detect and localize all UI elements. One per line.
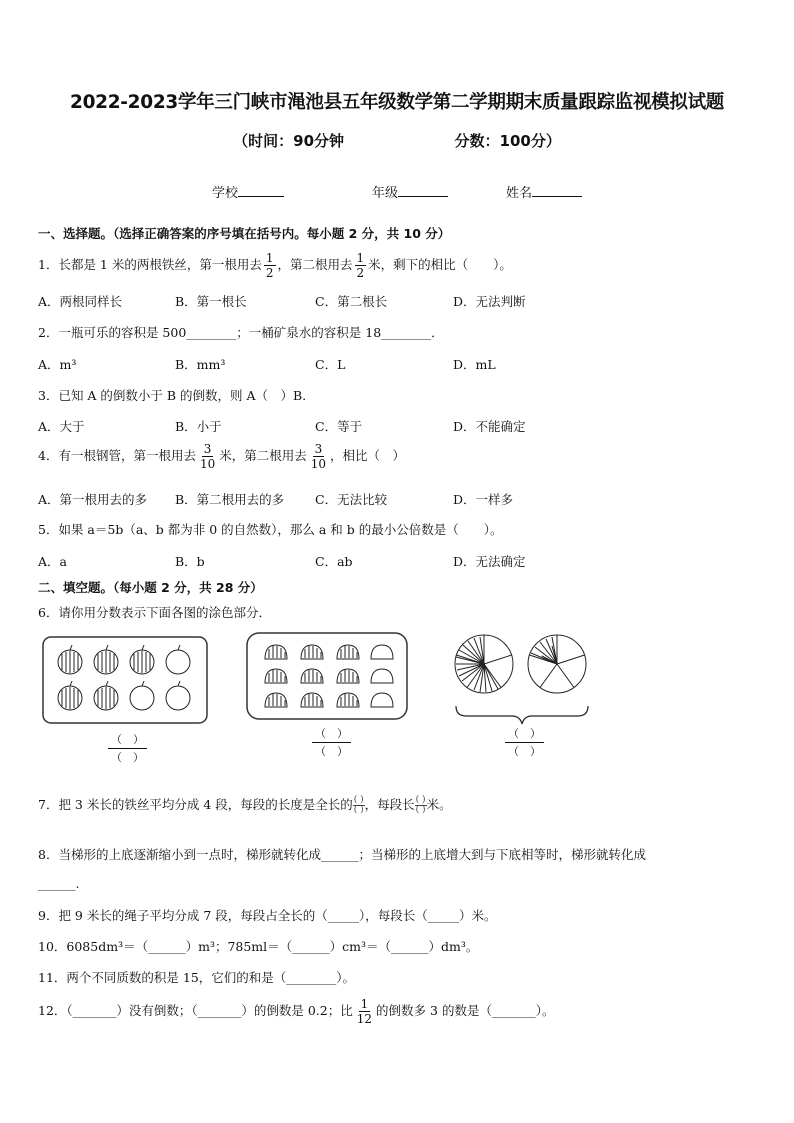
question-8-line-1: 8．当梯形的上底逐渐缩小到一点时，梯形就转化成______；当梯形的上底增大到与下底相等时，梯形就转化成 [38, 847, 646, 862]
q4-option-b: B．第二根用去的多 [175, 492, 285, 507]
q2-option-a: A．m³ [38, 357, 77, 372]
question-12 [38, 998, 554, 1025]
apple-icon [166, 681, 190, 710]
apple-icon [58, 645, 82, 674]
peach-icon [265, 669, 287, 683]
name-blank [532, 182, 582, 197]
q4-fraction-2: $\frac{3}{10}$ [310, 442, 327, 471]
q1-option-a: A．两根同样长 [38, 294, 123, 309]
q5-option-a: A．a [38, 554, 67, 569]
peach-icon [301, 669, 323, 683]
pie-icon [455, 635, 513, 693]
school-label: 学校 [212, 186, 239, 201]
apple-icon [166, 645, 190, 674]
q1-option-c: C．第二根长 [315, 294, 388, 309]
page-title: 2022-2023学年三门峡市渑池县五年级数学第二学期期末质量跟踪监视模拟试题 [70, 92, 724, 113]
q4-option-d: D．一样多 [453, 492, 514, 507]
q7-text-c: 米。 [426, 797, 452, 812]
grade-field [372, 182, 448, 201]
fig3-answer-fraction: （ ） （ ） [505, 728, 544, 758]
peaches-figure [246, 632, 408, 720]
peach-icon [265, 693, 287, 707]
peach-icon [301, 645, 323, 659]
q12-text-a: 12．（_______）没有倒数；（_______）的倒数是 0.2；比 [38, 1003, 353, 1018]
question-2: 2．一瓶可乐的容积是 500________；一桶矿泉水的容积是 18________． [38, 325, 444, 340]
fig1-answer-fraction: （ ） （ ） [108, 734, 147, 764]
q3-option-a: A．大于 [38, 419, 85, 434]
grade-label: 年级 [372, 186, 399, 201]
q1-fraction-1: $\frac{1}{2}$ [265, 251, 274, 280]
q3-option-c: C．等于 [315, 419, 363, 434]
school-field [212, 182, 284, 201]
peach-icon [301, 693, 323, 707]
apple-icon [94, 645, 118, 674]
q4-fraction-1: $\frac{3}{10}$ [199, 442, 216, 471]
fig2-answer-fraction: （ ） （ ） [312, 728, 351, 758]
q7-fraction-1: $\frac{( )}{( )}$ [353, 795, 364, 815]
q5-option-d: D．无法确定 [453, 554, 526, 569]
apple-icon [58, 681, 82, 710]
question-6: 6．请你用分数表示下面各图的涂色部分． [38, 605, 271, 620]
question-3: 3．已知 A 的倒数小于 B 的倒数，则 A（ ）B． [38, 388, 315, 403]
q3-option-b: B．小于 [175, 419, 222, 434]
exam-score: 分数：100分） [454, 132, 561, 150]
q12-text-b: 的倒数多 3 的数是（_______）。 [376, 1003, 555, 1018]
question-9: 9．把 9 米长的绳子平均分成 7 段，每段占全长的（_____），每段长（_____）米。 [38, 908, 497, 923]
exam-time: （时间：90分钟 [233, 132, 345, 150]
q4-option-c: C．无法比较 [315, 492, 388, 507]
q4-text-c: ，相比（ ） [330, 448, 406, 463]
peach-icon [337, 645, 359, 659]
apple-icon [130, 681, 154, 710]
q4-option-a: A．第一根用去的多 [38, 492, 148, 507]
q5-option-c: C．ab [315, 554, 353, 569]
q2-option-c: C．L [315, 357, 346, 372]
q5-option-b: B．b [175, 554, 205, 569]
peach-icon [337, 669, 359, 683]
grade-blank [398, 182, 448, 197]
pie-icon [528, 635, 586, 693]
q4-text-a: 4．有一根钢管，第一根用去 [38, 448, 196, 463]
apple-icon [130, 645, 154, 674]
peach-icon [371, 693, 393, 707]
q1-fraction-2: $\frac{1}{2}$ [356, 251, 365, 280]
q7-text-a: 7．把 3 米长的铁丝平均分成 4 段，每段的长度是全长的 [38, 797, 353, 812]
question-1 [38, 252, 512, 279]
name-field [506, 182, 582, 201]
peach-icon [371, 645, 393, 659]
brace-icon [456, 706, 588, 724]
school-blank [238, 182, 284, 197]
question-4 [38, 443, 405, 470]
q7-text-b: ，每段长 [364, 797, 415, 812]
q4-text-b: 米，第二根用去 [219, 448, 307, 463]
q1-option-b: B．第一根长 [175, 294, 247, 309]
question-10: 10．6085dm³＝（______）m³；785ml＝（______）cm³＝（______）dm³。 [38, 939, 479, 954]
q2-option-b: B．mm³ [175, 357, 226, 372]
q1-text-c: 米，剩下的相比（ ）。 [368, 257, 512, 272]
peach-icon [265, 645, 287, 659]
section-2-title: 二、填空题。（每小题 2 分，共 28 分） [38, 580, 263, 595]
q7-fraction-2: $\frac{( )}{( )}$ [415, 795, 426, 815]
name-label: 姓名 [506, 186, 533, 201]
pies-figure [450, 632, 596, 724]
peach-icon [371, 669, 393, 683]
q12-fraction: $\frac{1}{12}$ [356, 997, 373, 1026]
apples-figure [42, 636, 208, 724]
question-7 [38, 795, 452, 815]
peach-icon [337, 693, 359, 707]
section-1-title: 一、选择题。（选择正确答案的序号填在括号内。每小题 2 分，共 10 分） [38, 226, 451, 241]
exam-meta [0, 130, 794, 151]
question-8-line-2: ______. [38, 876, 80, 891]
question-11: 11．两个不同质数的积是 15，它们的和是（________）。 [38, 970, 356, 985]
q1-option-d: D．无法判断 [453, 294, 526, 309]
question-5: 5．如果 a＝5b（a、b 都为非 0 的自然数），那么 a 和 b 的最小公倍数是（ ）。 [38, 522, 503, 537]
q1-text-a: 1．长都是 1 米的两根铁丝，第一根用去 [38, 257, 262, 272]
q3-option-d: D．不能确定 [453, 419, 526, 434]
apple-icon [94, 681, 118, 710]
q2-option-d: D．mL [453, 357, 496, 372]
q1-text-b: ，第二根用去 [277, 257, 353, 272]
